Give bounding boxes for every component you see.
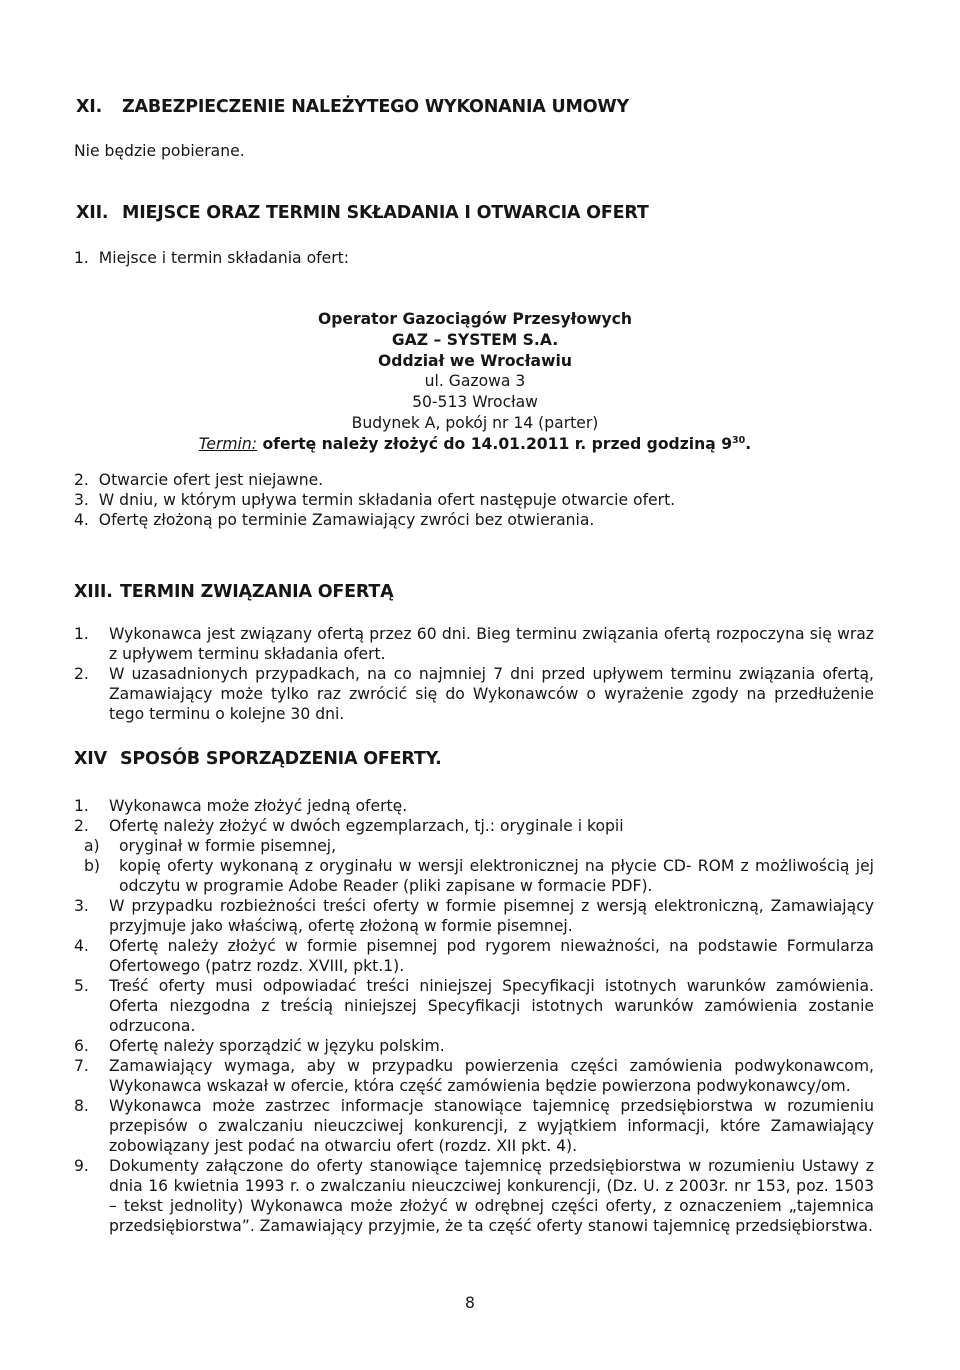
section-heading-xiv <box>74 749 442 769</box>
address-line: Operator Gazociągów Przesyłowych <box>317 310 633 328</box>
binding-list <box>74 624 874 724</box>
address-line: Budynek A, pokój nr 14 (parter) <box>351 413 599 432</box>
list-item <box>74 664 874 724</box>
item-number: b) <box>84 857 100 875</box>
item-number: 8. <box>74 1097 89 1115</box>
list-item: 4. Ofertę złożoną po terminie Zamawiający zwróci bez otwierania. <box>74 511 595 529</box>
item-number: 1. <box>74 625 89 643</box>
item-text: kopię oferty wykonaną z oryginału w wersji elektronicznej na płycie CD- ROM z możliwością jej odczytu w programie Adobe Reader (pliki zapisane w formacie PDF). <box>119 857 874 895</box>
section-number: XIV <box>74 749 107 769</box>
item-text: Wykonawca jest związany ofertą przez 60 dni. Bieg terminu związania ofertą rozpoczyna się wraz z upływem terminu składania ofert. <box>109 625 874 663</box>
item-number: 4. <box>74 937 89 955</box>
address-line: GAZ – SYSTEM S.A. <box>391 330 559 349</box>
section-heading-xiii <box>74 582 393 602</box>
page-number: 8 <box>465 1294 475 1312</box>
item-number: 1. <box>74 797 89 815</box>
list-item <box>74 936 874 976</box>
list-item <box>74 896 874 936</box>
list-item <box>74 624 874 664</box>
item-text: Ofertę należy złożyć w formie pisemnej pod rygorem nieważności, na podstawie Formularza Ofertowego (patrz rozdz. XVIII, pkt.1). <box>109 937 874 975</box>
list-item: 2. Otwarcie ofert jest niejawne. <box>74 471 324 489</box>
sub-list-item <box>74 836 874 856</box>
list-item <box>74 976 874 1036</box>
item-text: W uzasadnionych przypadkach, na co najmniej 7 dni przed upływem terminu związania ofertą, Zamawiający może tylko raz zwrócić się do Wykonawców o wyrażenie zgody na przedłużenie tego terminu o kolejne 30 dni. <box>109 665 874 723</box>
section-title: MIEJSCE ORAZ TERMIN SKŁADANIA I OTWARCIA OFERT <box>122 203 649 223</box>
list-item <box>74 1036 874 1056</box>
section-text: Nie będzie pobierane. <box>74 142 245 160</box>
list-item <box>74 796 874 816</box>
item-text: Wykonawca może zastrzec informacje stanowiące tajemnicę przedsiębiorstwa w rozumieniu przepisów o zwalczaniu nieuczciwej konkurencji, z wyjątkiem informacji, które Zamawiający zobowiązany jest podać na otwarciu ofert (rozdz. XII pkt. 4). <box>109 1097 874 1155</box>
deadline-line <box>190 434 760 455</box>
item-text: Ofertę należy złożyć w dwóch egzemplarzach, tj.: oryginale i kopii <box>109 817 624 835</box>
section-heading-xi <box>76 97 629 117</box>
address-line: Oddział we Wrocławiu <box>378 351 572 370</box>
section-heading-xii <box>76 203 649 223</box>
address-block <box>190 309 760 455</box>
item-number: a) <box>84 837 100 855</box>
item-number: 2. <box>74 817 89 835</box>
item-text: oryginał w formie pisemnej, <box>119 837 337 855</box>
section-number: XI. <box>76 97 103 117</box>
item-text: Dokumenty załączone do oferty stanowiące tajemnicę przedsiębiorstwa w rozumieniu Ustawy z dnia 16 kwietnia 1993 r. o zwalczaniu nieuczciwej konkurencji, (Dz. U. z 2003r. nr 153, poz. 1503 – tekst jednolity) Wykonawca może złożyć w odrębnej części oferty, z oznaczeniem „tajemnica przedsiębiorstwa”. Zamawiający przyjmie, że ta część oferty stanowi tajemnicę przedsiębiorstwa. <box>109 1157 874 1235</box>
list-item <box>74 1096 874 1156</box>
list-item <box>74 816 874 836</box>
section-title: TERMIN ZWIĄZANIA OFERTĄ <box>120 582 394 602</box>
section-title: ZABEZPIECZENIE NALEŻYTEGO WYKONANIA UMOWY <box>122 97 629 117</box>
list-item <box>74 1056 874 1096</box>
opening-list <box>74 470 675 530</box>
sub-list-item <box>74 856 874 896</box>
offer-list <box>74 796 874 1236</box>
address-line: ul. Gazowa 3 <box>424 372 526 391</box>
item-number: 2. <box>74 665 89 683</box>
item-number: 7. <box>74 1057 89 1075</box>
item-number: 6. <box>74 1037 89 1055</box>
section-number: XIII. <box>74 582 113 602</box>
item-number: 5. <box>74 977 89 995</box>
list-item <box>74 1156 874 1236</box>
deadline-minutes: 30 <box>732 434 746 446</box>
list-item: 3. W dniu, w którym upływa termin składania ofert następuje otwarcie ofert. <box>74 491 676 509</box>
deadline-end: . <box>745 434 752 453</box>
item-text: Zamawiający wymaga, aby w przypadku powierzenia części zamówienia podwykonawcom, Wykonawca wskazał w ofercie, która część zamówienia będzie powierzona podwykonawcy/om. <box>109 1057 874 1095</box>
address-line: 50-513 Wrocław <box>412 393 538 412</box>
deadline-label: Termin: <box>198 434 258 453</box>
section-title: SPOSÓB SPORZĄDZENIA OFERTY. <box>120 749 442 769</box>
item-text: Wykonawca może złożyć jedną ofertę. <box>109 797 408 815</box>
list-item: 1. Miejsce i termin składania ofert: <box>74 249 349 267</box>
item-text: Ofertę należy sporządzić w języku polskim. <box>109 1037 445 1055</box>
deadline-text: ofertę należy złożyć do 14.01.2011 r. przed godziną 9 <box>257 434 733 453</box>
section-number: XII. <box>76 203 109 223</box>
item-number: 9. <box>74 1157 89 1175</box>
item-number: 3. <box>74 897 89 915</box>
item-text: Treść oferty musi odpowiadać treści niniejszej Specyfikacji istotnych warunków zamówienia. Oferta niezgodna z treścią niniejszej Specyfikacji istotnych warunków zamówienia zostanie odrzucona. <box>109 977 874 1035</box>
item-text: W przypadku rozbieżności treści oferty w formie pisemnej z wersją elektroniczną, Zamawiający przyjmuje jako właściwą, ofertę złożoną w formie pisemnej. <box>109 897 874 935</box>
